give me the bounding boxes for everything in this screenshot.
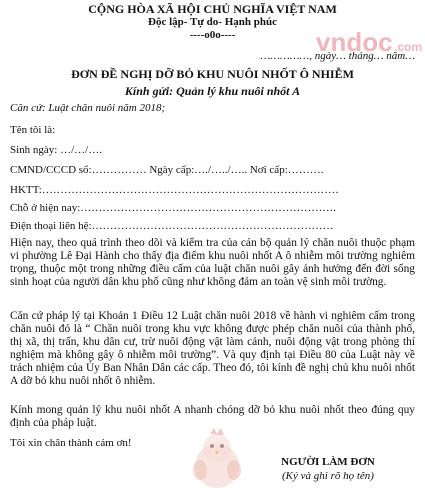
header-separator: ----o0o---- [189, 29, 236, 41]
field-phone: Điện thoại liên hệ:………………………………………………………… [10, 220, 334, 232]
watermark-domain: .com [394, 40, 422, 54]
paragraph-thanks: Tôi xin chân thành cảm ơn! [10, 437, 132, 449]
field-current-residence: Chỗ ở hiện nay:……………………………………………………………. [10, 202, 337, 214]
nation-heading: CỘNG HÒA XÃ HỘI CHỦ NGHĨA VIỆT NAM [88, 2, 337, 16]
field-id: CMND/CCCD số:…………… Ngày cấp:…./…../….. Nơi cấp:………. [10, 164, 324, 176]
date-line: ……………, ngày… tháng… năm… [260, 50, 415, 62]
chicken-mascot-icon [186, 426, 248, 494]
field-dob: Sinh ngày: …/…/…. [10, 144, 102, 156]
paragraph-situation: Hiện nay, theo quá trình theo dõi và kiểm tra của cán bộ quản lý chăn nuôi thuộc phạm vi phường Lê Đại Hành cho thấy địa điểm khu nuôi nhốt A ô nhiễm môi trường nghiêm trọng, thuộc một trong những điều cấm của luật chăn nuôi gây ảnh hưởng đến đời sống sinh hoạt của người dân khu phố cũng như không đảm an toàn vệ sinh môi trường. [10, 237, 415, 288]
field-address: HKTT:……………………………………………………………………… [10, 184, 339, 196]
recipient-line: Kính gửi: Quản lý khu nuôi nhốt A [124, 84, 301, 98]
watermark-text: vndoc [316, 27, 393, 57]
legal-basis: Căn cứ: Luật chăn nuôi năm 2018; [10, 102, 166, 114]
paragraph-legal: Căn cứ pháp lý tại Khoản 1 Điều 12 Luật chăn nuôi 2018 về hành vi nghiêm cấm trong chăn nuôi đó là “ Chăn nuôi trong khu vực không được phép chăn nuôi của thành phố, thị xã, thị trấn, khu dân cư, trừ nuôi động vật làm cảnh, nuôi động vật trong phòng thí nghiệm mà không gây ô nhiễm môi trường”. Và quy định tại Điều 80 của Luật này về trách nhiệm của Ủy Ban Nhân Dân các cấp. Theo đó, tôi kính đề nghị chủ khu nuôi nhốt A dỡ bỏ khu nuôi nhốt ô nhiễm. [10, 310, 415, 387]
field-name: Tên tôi là: [10, 124, 56, 136]
paragraph-request: Kính mong quản lý khu nuôi nhốt A nhanh chóng dỡ bỏ khu nuôi nhốt theo đúng quy định của pháp luật. [10, 404, 415, 429]
motto: Độc lập- Tự do- Hạnh phúc [148, 16, 277, 28]
signature-title: NGƯỜI LÀM ĐƠN [281, 456, 375, 468]
signature-note: (Ký và ghi rõ họ tên) [282, 470, 374, 482]
document-title: ĐƠN ĐỀ NGHỊ DỠ BỎ KHU NUÔI NHỐT Ô NHIỄM [71, 67, 354, 81]
